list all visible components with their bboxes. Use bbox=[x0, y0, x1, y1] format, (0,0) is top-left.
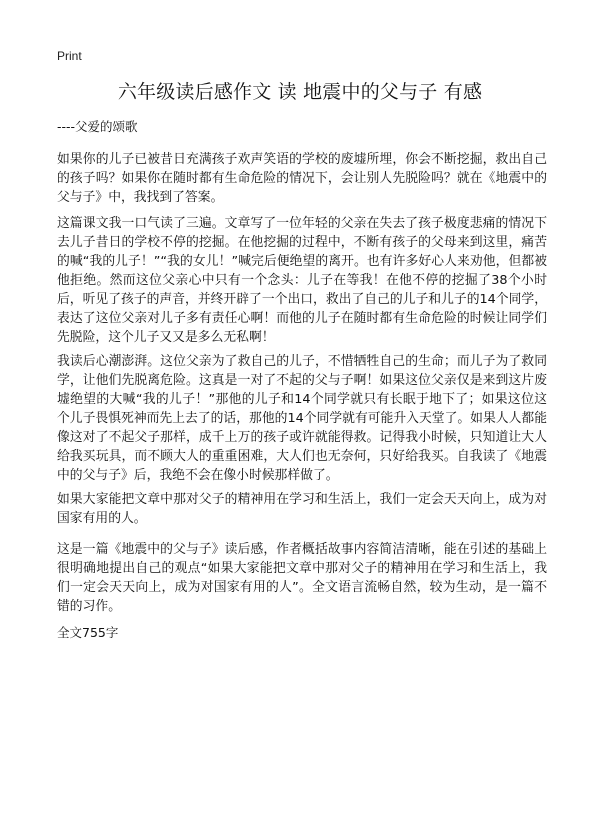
essay-subtitle: ----父爱的颂歌 bbox=[57, 119, 138, 134]
essay-paragraph-4: 如果大家能把文章中那对父子的精神用在学习和生活上，我们一定会天天向上，成为对国家有用的人。 bbox=[57, 492, 547, 526]
print-link[interactable]: Print bbox=[57, 49, 82, 63]
essay-paragraph-5: 这是一篇《地震中的父与子》读后感，作者概括故事内容简洁清晰，能在引述的基础上很明确地提出自己的观点“如果大家能把文章中那对父子的精神用在学习和生活上，我们一定会天天向上，成为对国家有用的人”。全文语言流畅自然，较为生动，是一篇不错的习作。 bbox=[57, 542, 547, 614]
essay-paragraph-2: 这篇课文我一口气读了三遍。文章写了一位年轻的父亲在失去了孩子极度悲痛的情况下去儿子昔日的学校不停的挖掘。在他挖掘的过程中，不断有孩子的父母来到这里，痛苦的喊“我的儿子！”“我的女儿！”喊完后便绝望的离开。也有许多好心人来劝他，但都被他拒绝。然而这位父亲心中只有一个念头：儿子在等我！在他不停的挖掘了38个小时后，听见了孩子的声音，并终开辟了一个出口，救出了自己的儿子和儿子的14个同学，表达了这位父亲对儿子多有责任心啊！而他的儿子在随时都有生命危险的时候让同学们先脱险，这个儿子又又是多么无私啊！ bbox=[57, 216, 547, 345]
essay-paragraph-3: 我读后心潮澎湃。这位父亲为了救自己的儿子，不惜牺牲自己的生命；而儿子为了救同学，让他们先脱离危险。这真是一对了不起的父与子啊！如果这位父亲仅是来到这片废墟绝望的大喊“我的儿子！”那他的儿子和14个同学就只有长眠于地下了；如果这位这个儿子畏惧死神而先上去了的话，那他的14个同学就有可能升入天堂了。如果人人都能像这对了不起父子那样，成千上万的孩子或许就能得救。记得我小时候，只知道让大人给我买玩具，而不顾大人的重重困难，大人们也无奈何，只好给我买。自我读了《地震中的父与子》后，我绝不会在像小时候那样做了。 bbox=[57, 354, 547, 483]
essay-title: 六年级读后感作文 读 地震中的父与子 有感 bbox=[117, 81, 483, 103]
word-count: 全文755字 bbox=[57, 625, 119, 640]
essay-paragraph-1: 如果你的儿子已被昔日充满孩子欢声笑语的学校的废墟所埋，你会不断挖掘，救出自己的孩子吗？如果你在随时都有生命危险的情况下，会让别人先脱险吗？就在《地震中的父与子》中，我找到了答案。 bbox=[57, 152, 547, 205]
